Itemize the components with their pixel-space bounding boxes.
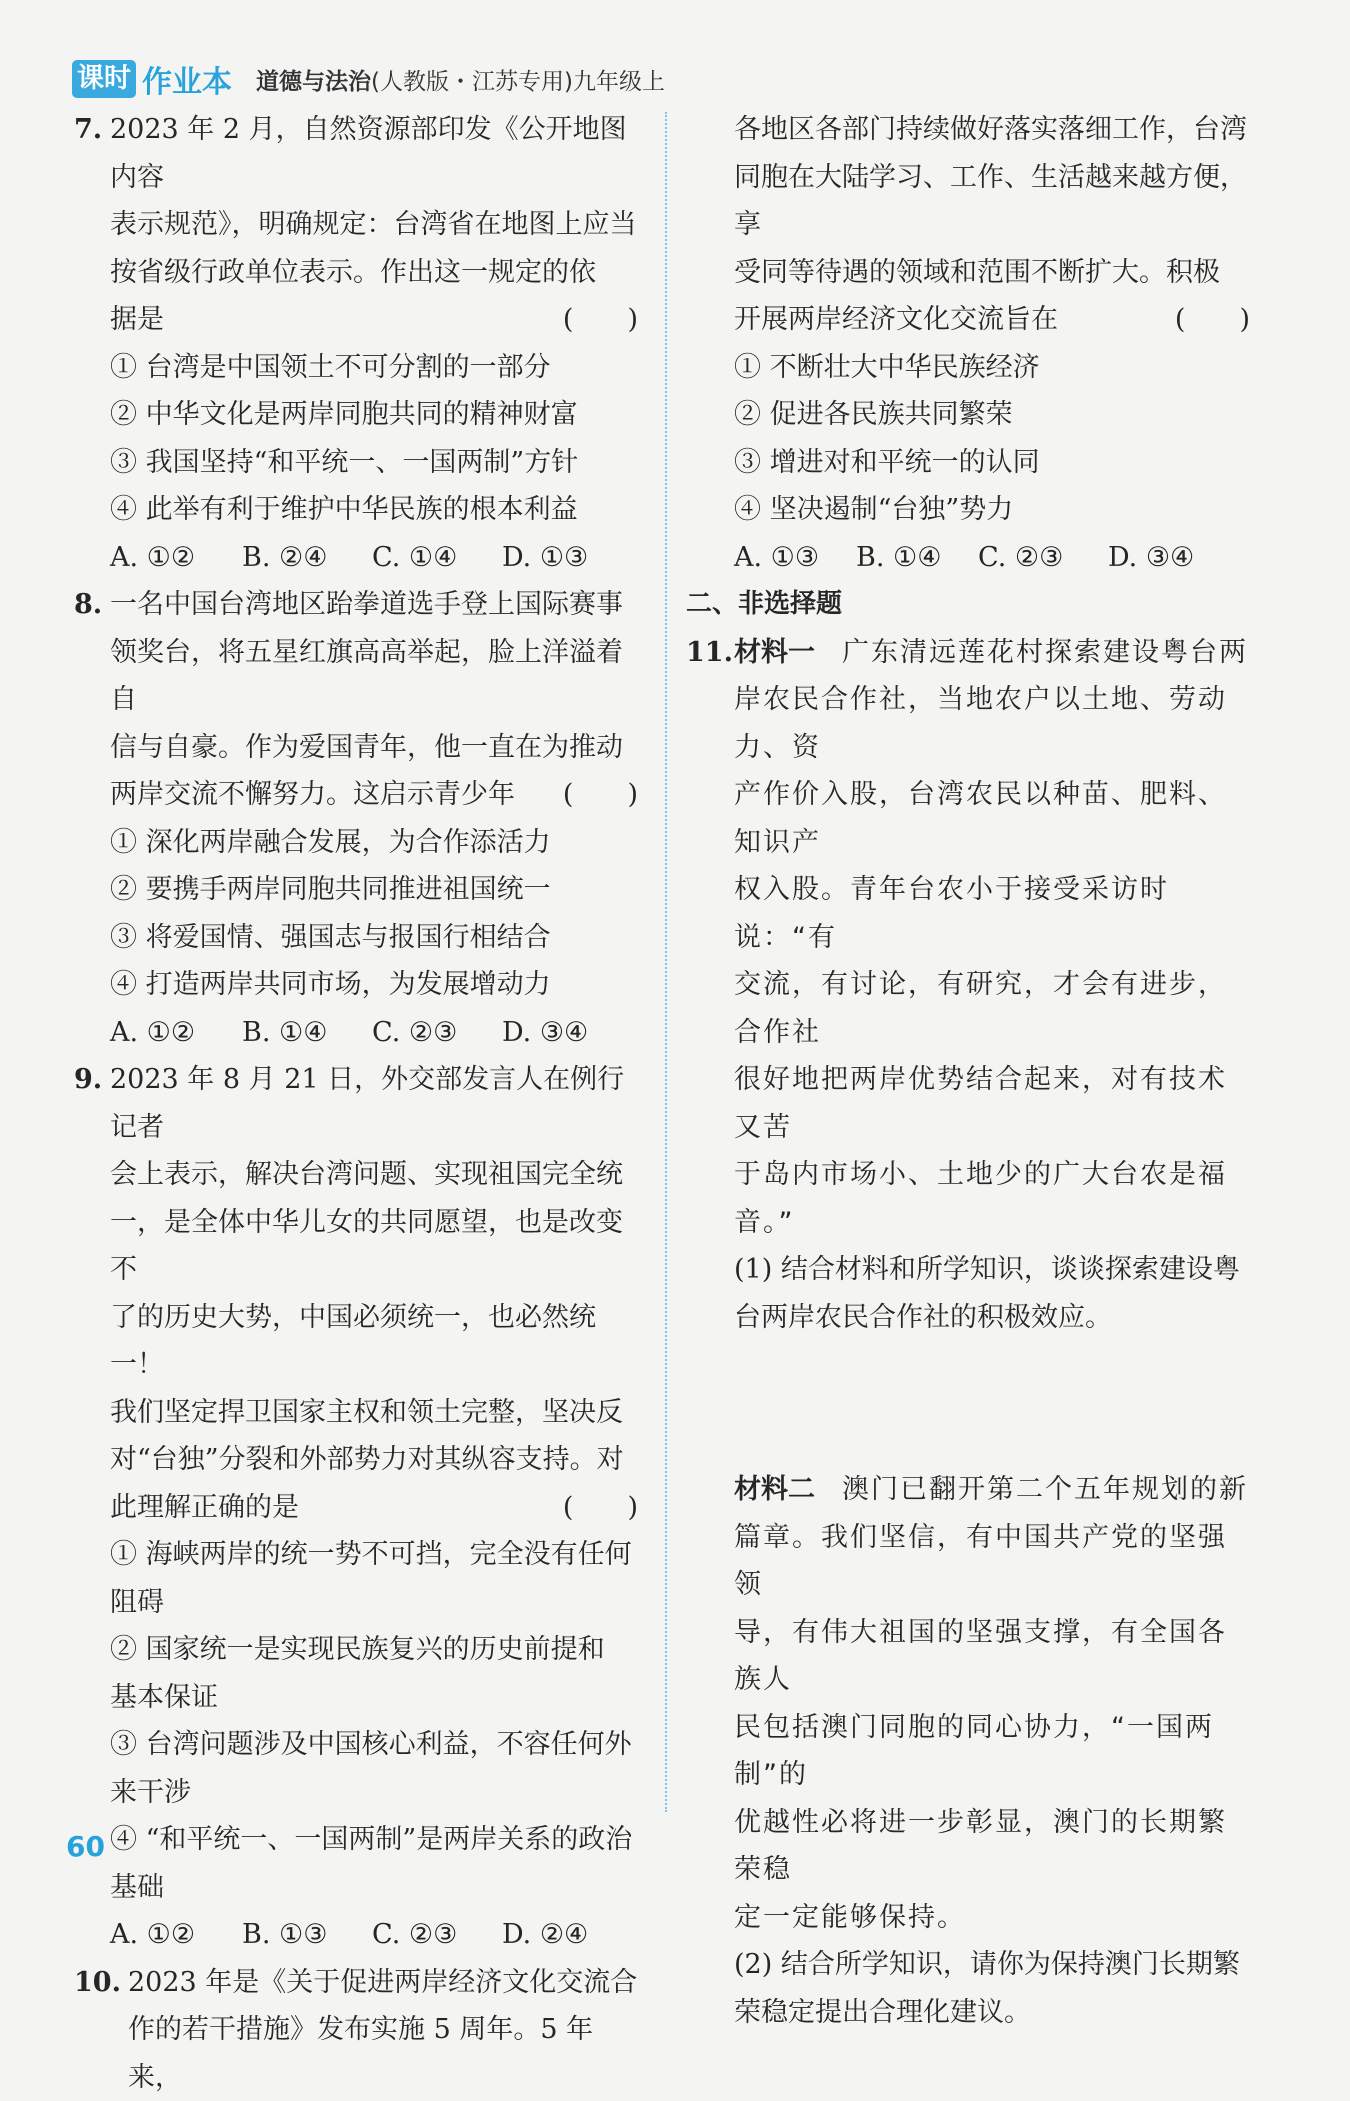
option: 阻碍 (110, 1579, 638, 1627)
option: ② 国家统一是实现民族复兴的历史前提和 (110, 1626, 638, 1674)
material-line (734, 1466, 1250, 1514)
question-stem-last (110, 771, 638, 819)
answer-choices (110, 1009, 638, 1057)
option: ④ 此举有利于维护中华民族的根本利益 (110, 486, 638, 534)
option: ④ 打造两岸共同市场，为发展增动力 (110, 961, 638, 1009)
column-divider (665, 112, 667, 1812)
option: ③ 我国坚持“和平统一、一国两制”方针 (110, 439, 638, 487)
material-line: 篇章。我们坚信，有中国共产党的坚强领 (734, 1514, 1250, 1609)
material-label: 材料二 (734, 1474, 815, 1505)
choice-b[interactable]: B. ②④ (242, 534, 372, 582)
choice-d[interactable]: D. ③④ (502, 1009, 602, 1057)
answer-space[interactable] (734, 1341, 1250, 1466)
choice-d[interactable]: D. ②④ (502, 1911, 602, 1959)
question-stem-line: 2023 年 8 月 21 日，外交部发言人在例行记者 (110, 1056, 638, 1151)
question-stem-line: 了的历史大势，中国必须统一，也必然统一！ (110, 1294, 638, 1389)
material-line: 导，有伟大祖国的坚强支撑，有全国各族人 (734, 1609, 1250, 1704)
material-label: 材料一 (734, 637, 815, 668)
question-stem-line: 据是 (110, 296, 164, 344)
brand-logo (72, 60, 232, 98)
question-11 (734, 629, 1250, 2037)
option: ③ 台湾问题涉及中国核心利益，不容任何外 (110, 1721, 638, 1769)
question-8 (74, 581, 638, 1056)
question-stem-line: 我们坚定捍卫国家主权和领土完整，坚决反 (110, 1389, 638, 1437)
choice-a[interactable]: A. ①② (110, 1009, 242, 1057)
question-stem-line: 一，是全体中华儿女的共同愿望，也是改变不 (110, 1199, 638, 1294)
sub-question-line: (2) 结合所学知识，请你为保持澳门长期繁 (734, 1941, 1250, 1989)
option: ④ “和平统一、一国两制”是两岸关系的政治 (110, 1816, 638, 1864)
question-stem-line: 一名中国台湾地区跆拳道选手登上国际赛事 (110, 581, 638, 629)
question-stem-line: 领奖台，将五星红旗高高举起，脸上洋溢着自 (110, 629, 638, 724)
header (72, 54, 665, 104)
question-stem-line: 对“台独”分裂和外部势力对其纵容支持。对 (110, 1436, 638, 1484)
question-stem-line: 受同等待遇的领域和范围不断扩大。积极 (734, 249, 1250, 297)
choice-c[interactable]: C. ②③ (372, 1911, 502, 1959)
material-line (734, 629, 1250, 677)
material-line: 优越性必将进一步彰显，澳门的长期繁荣稳 (734, 1799, 1250, 1894)
question-10 (74, 1959, 638, 2101)
question-stem-line: 按省级行政单位表示。作出这一规定的依 (110, 249, 638, 297)
question-stem-line: 2023 年 2 月，自然资源部印发《公开地图内容 (110, 106, 638, 201)
material-line: 权入股。青年台农小于接受采访时说：“有 (734, 866, 1250, 961)
choice-b[interactable]: B. ①④ (242, 1009, 372, 1057)
choice-a[interactable]: A. ①② (110, 534, 242, 582)
question-stem-last (734, 296, 1250, 344)
question-9 (74, 1056, 638, 1959)
answer-choices (110, 534, 638, 582)
choice-c[interactable]: C. ②③ (978, 534, 1108, 582)
option: ④ 坚决遏制“台独”势力 (734, 486, 1250, 534)
material-line: 民包括澳门同胞的同心协力，“一国两制”的 (734, 1704, 1250, 1799)
option: ③ 增进对和平统一的认同 (734, 439, 1250, 487)
subject-edition: (人教版・江苏专用)九年级上 (371, 69, 665, 95)
question-number: 7. (74, 106, 102, 154)
choice-c[interactable]: C. ①④ (372, 534, 502, 582)
choice-d[interactable]: D. ③④ (1108, 534, 1208, 582)
question-stem-line: 开展两岸经济文化交流旨在 (734, 296, 1058, 344)
question-stem-line: 信与自豪。作为爱国青年，他一直在为推动 (110, 724, 638, 772)
choice-b[interactable]: B. ①③ (242, 1911, 372, 1959)
sub-question-line: (1) 结合材料和所学知识，谈谈探索建设粤 (734, 1246, 1250, 1294)
option: ① 深化两岸融合发展，为合作添活力 (110, 819, 638, 867)
option: ② 中华文化是两岸同胞共同的精神财富 (110, 391, 638, 439)
question-stem-line: 各地区各部门持续做好落实落细工作，台湾 (734, 106, 1250, 154)
sub-question-line: 荣稳定提出合理化建议。 (734, 1989, 1250, 2037)
choice-a[interactable]: A. ①③ (734, 534, 856, 582)
question-number: 9. (74, 1056, 102, 1104)
material-line: 产作价入股，台湾农民以种苗、肥料、知识产 (734, 771, 1250, 866)
answer-blank[interactable]: ( ) (563, 296, 638, 344)
question-stem-line: 作的若干措施》发布实施 5 周年。5 年来， (128, 2006, 638, 2101)
question-stem-line: 此理解正确的是 (110, 1484, 299, 1532)
choice-b[interactable]: B. ①④ (856, 534, 978, 582)
question-stem-line: 会上表示，解决台湾问题、实现祖国完全统 (110, 1151, 638, 1199)
option: ① 台湾是中国领土不可分割的一部分 (110, 344, 638, 392)
answer-blank[interactable]: ( ) (563, 1484, 638, 1532)
answer-blank[interactable]: ( ) (563, 771, 638, 819)
question-stem-line: 两岸交流不懈努力。这启示青少年 (110, 771, 515, 819)
right-column (734, 106, 1250, 2036)
option: 来干涉 (110, 1769, 638, 1817)
subject-bold: 道德与法治 (256, 69, 371, 95)
logo-text: 作业本 (142, 57, 232, 101)
question-10-continued (734, 106, 1250, 581)
option: 基础 (110, 1864, 638, 1912)
option: 基本保证 (110, 1674, 638, 1722)
subject-title (256, 63, 665, 96)
choice-d[interactable]: D. ①③ (502, 534, 602, 582)
option: ③ 将爱国情、强国志与报国行相结合 (110, 914, 638, 962)
question-7 (74, 106, 638, 581)
question-stem-last (110, 1484, 638, 1532)
question-stem-last (110, 296, 638, 344)
question-number: 8. (74, 581, 102, 629)
question-stem-line: 2023 年是《关于促进两岸经济文化交流合 (128, 1959, 638, 2007)
material-line: 定一定能够保持。 (734, 1894, 1250, 1942)
left-column (74, 106, 638, 2101)
material-line: 交流，有讨论，有研究，才会有进步，合作社 (734, 961, 1250, 1056)
logo-box: 课时 (72, 60, 136, 98)
choice-c[interactable]: C. ②③ (372, 1009, 502, 1057)
answer-choices (734, 534, 1250, 582)
page-number: 60 (66, 1830, 105, 1863)
option: ① 不断壮大中华民族经济 (734, 344, 1250, 392)
answer-blank[interactable]: ( ) (1175, 296, 1250, 344)
material-line: 于岛内市场小、土地少的广大台农是福音。” (734, 1151, 1250, 1246)
section-title: 二、非选择题 (686, 581, 1250, 629)
question-stem-line: 表示规范》，明确规定：台湾省在地图上应当 (110, 201, 638, 249)
question-stem-line: 同胞在大陆学习、工作、生活越来越方便，享 (734, 154, 1250, 249)
material-text: 澳门已翻开第二个五年规划的新 (842, 1474, 1248, 1505)
sub-question-line: 台两岸农民合作社的积极效应。 (734, 1294, 1250, 1342)
option: ① 海峡两岸的统一势不可挡，完全没有任何 (110, 1531, 638, 1579)
option: ② 促进各民族共同繁荣 (734, 391, 1250, 439)
material-text: 广东清远莲花村探索建设粤台两 (842, 637, 1248, 668)
material-line: 很好地把两岸优势结合起来，对有技术又苦 (734, 1056, 1250, 1151)
question-number: 11. (686, 629, 733, 677)
question-number: 10. (74, 1959, 121, 2007)
option: ② 要携手两岸同胞共同推进祖国统一 (110, 866, 638, 914)
material-line: 岸农民合作社，当地农户以土地、劳动力、资 (734, 676, 1250, 771)
answer-choices (110, 1911, 638, 1959)
choice-a[interactable]: A. ①② (110, 1911, 242, 1959)
